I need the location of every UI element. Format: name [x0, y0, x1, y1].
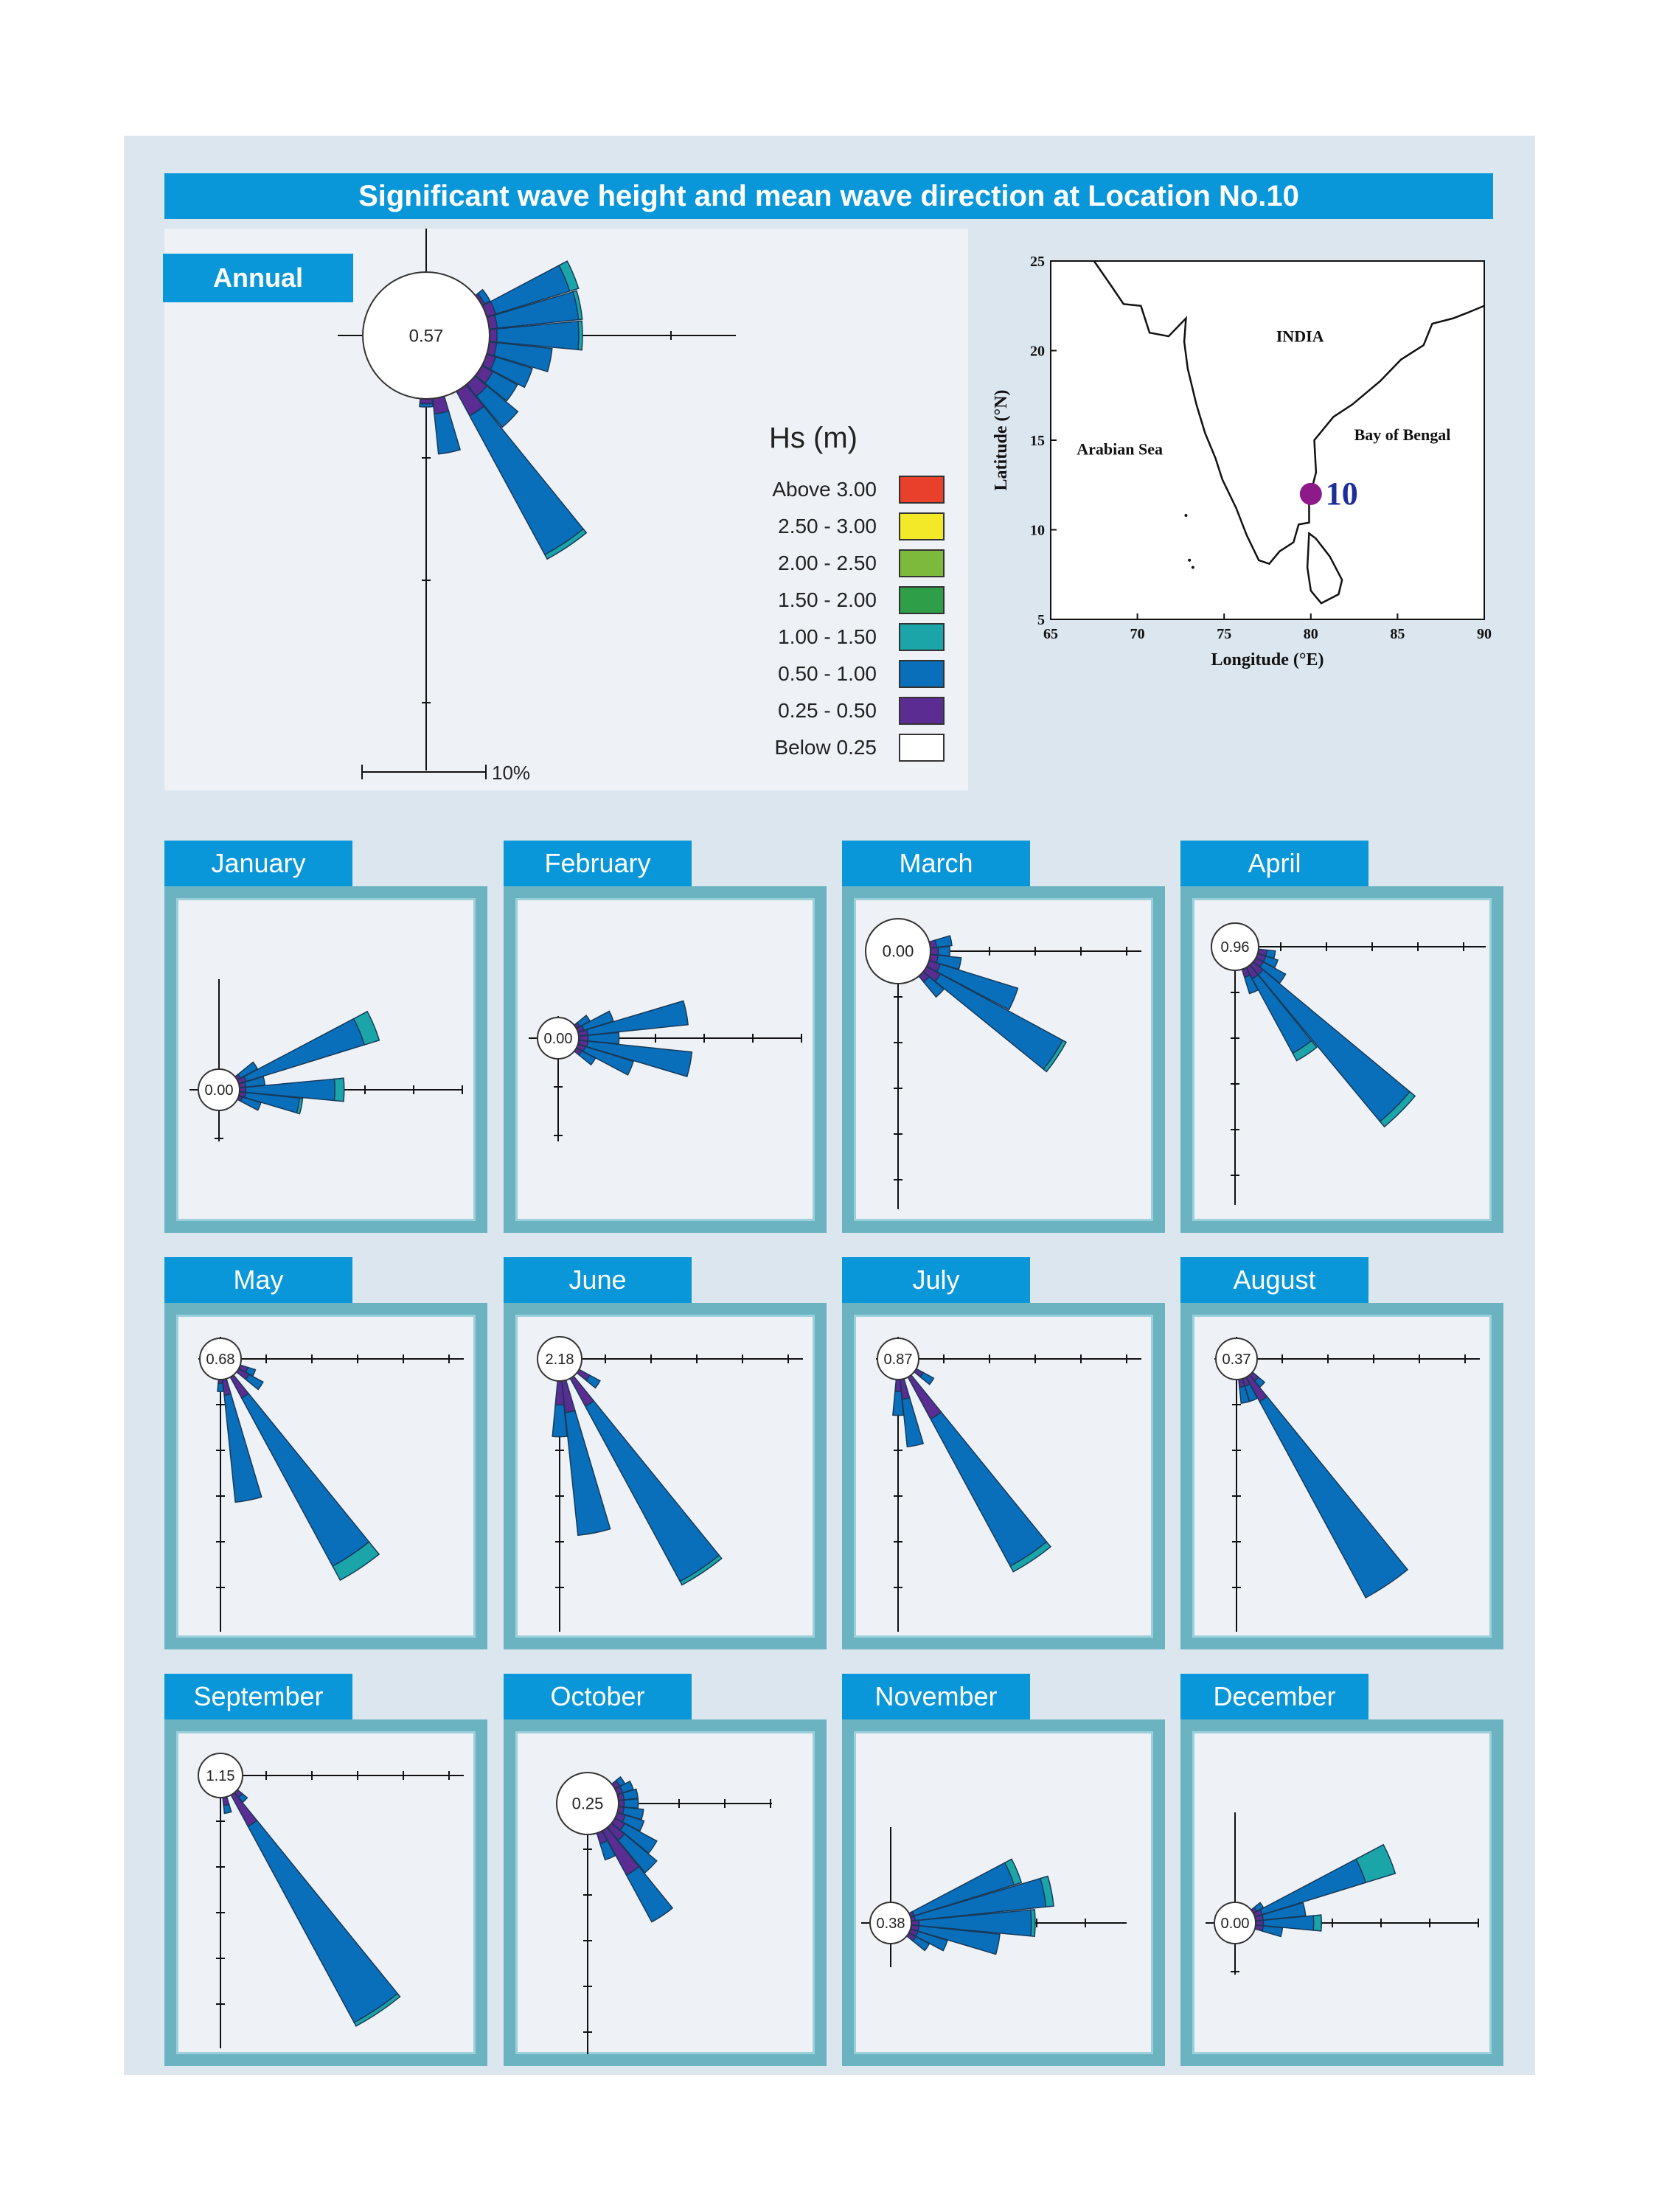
month-june-petal-123.75-bin-2	[586, 1375, 600, 1388]
month-windrose	[854, 1315, 1153, 1638]
annual-panel	[164, 229, 968, 790]
island-dot	[1192, 566, 1194, 569]
month-september-rose-group	[198, 1753, 464, 2048]
month-october-petal-90-bin-2	[624, 1799, 638, 1809]
month-december-rose-group	[1206, 1812, 1478, 1975]
legend-swatch	[899, 660, 945, 688]
month-october-petal-146.25-bin-2	[627, 1867, 673, 1922]
legend-item	[747, 729, 968, 766]
map-xtick-label: 65	[1043, 626, 1058, 642]
map-ytick-label: 15	[1030, 433, 1045, 449]
month-january-rose-group	[189, 979, 462, 1141]
map-ytick-label: 25	[1030, 254, 1045, 270]
month-july-rose-group	[876, 1337, 1141, 1632]
legend-item-label: Above 3.00	[772, 478, 877, 501]
month-december-petal-101.25-bin-2	[1262, 1926, 1283, 1936]
legend-swatch	[899, 549, 945, 577]
month-windrose	[176, 1315, 476, 1638]
month-december-calm-value: 0.00	[1220, 1916, 1250, 1932]
legend-item	[747, 692, 968, 729]
month-april-rose-group	[1211, 923, 1486, 1205]
month-may-calm-value: 0.68	[206, 1352, 235, 1368]
annual-petal-168.75-bin-2	[434, 411, 460, 454]
location-marker	[1300, 483, 1322, 505]
month-panel	[1180, 1303, 1503, 1649]
month-label: September	[164, 1674, 352, 1719]
annual-calm-value: 0.57	[408, 326, 444, 347]
month-july-petal-168.75-bin-2	[902, 1398, 923, 1447]
legend-swatch	[899, 476, 945, 504]
month-march-calm-value: 0.00	[882, 942, 914, 961]
month-windrose	[515, 1315, 815, 1638]
month-july-calm-value: 0.87	[883, 1352, 913, 1368]
month-may-petal-168.75-bin-1	[223, 1379, 231, 1395]
month-april-petal-135-bin-2	[1258, 970, 1410, 1121]
month-may-petal-146.25-bin-2	[242, 1394, 369, 1566]
figure-title: Significant wave height and mean wave direction at Location No.10	[164, 173, 1493, 219]
month-panel	[164, 886, 487, 1233]
month-label: December	[1180, 1674, 1368, 1719]
month-panel	[164, 1303, 487, 1649]
month-panel	[842, 886, 1165, 1233]
location-marker-label: 10	[1325, 475, 1358, 512]
map-xtick-label: 85	[1390, 626, 1405, 642]
month-november-petal-90-bin-3	[1031, 1910, 1035, 1936]
legend-item-label: 1.00 - 1.50	[778, 625, 877, 648]
month-label: March	[842, 841, 1030, 886]
month-march-petal-78.75-bin-2	[935, 936, 952, 947]
month-windrose	[176, 898, 476, 1221]
month-february-calm-value: 0.00	[543, 1031, 573, 1047]
month-windrose	[515, 898, 815, 1221]
month-june-petal-146.25-bin-2	[585, 1401, 719, 1582]
month-february-rose-group	[529, 1001, 801, 1141]
month-october-calm-value: 0.25	[571, 1794, 604, 1813]
month-windrose	[515, 1731, 815, 2054]
month-may-petal-123.75-bin-2	[246, 1374, 263, 1389]
month-july-petal-123.75-bin-2	[920, 1372, 933, 1384]
month-july-petal-146.25-bin-2	[931, 1412, 1046, 1566]
month-panel	[504, 886, 827, 1233]
legend-item-label: 2.00 - 2.50	[778, 552, 877, 574]
month-march-petal-90-bin-2	[938, 946, 950, 956]
month-january-petal-67.5-bin-2	[244, 1019, 364, 1082]
legend-item	[747, 508, 968, 545]
island-dot	[1188, 559, 1191, 562]
month-panel	[164, 1719, 487, 2066]
month-april-calm-value: 0.96	[1220, 939, 1250, 956]
legend-item	[747, 582, 968, 619]
legend-swatch	[899, 512, 945, 540]
month-march-rose-group	[866, 919, 1141, 1209]
legend-item	[747, 619, 968, 655]
month-label: February	[504, 841, 692, 886]
month-august-rose-group	[1214, 1337, 1480, 1632]
map-xlabel: Longitude (°E)	[1211, 650, 1324, 669]
legend-item-label: 1.50 - 2.00	[778, 588, 877, 611]
month-june-rose-group	[538, 1337, 803, 1632]
month-september-petal-146.25-bin-2	[248, 1820, 397, 2023]
month-label: June	[504, 1257, 692, 1303]
map-xtick-label: 90	[1477, 626, 1492, 642]
scale-bar-label: 10%	[492, 762, 531, 784]
legend-swatch	[899, 734, 945, 762]
legend-item-label: Below 0.25	[774, 736, 877, 759]
map-label-bay-of-bengal: Bay of Bengal	[1354, 425, 1451, 444]
month-label: April	[1180, 841, 1368, 886]
month-panel	[1180, 886, 1503, 1233]
map-xtick-label: 75	[1217, 626, 1232, 642]
legend-swatch	[899, 697, 945, 725]
month-august-petal-146.25-bin-2	[1259, 1397, 1408, 1598]
month-windrose	[1192, 1731, 1492, 2054]
month-june-calm-value: 2.18	[545, 1352, 574, 1368]
legend-swatch	[899, 623, 945, 651]
legend-item	[747, 471, 968, 508]
map-xtick-label: 80	[1303, 626, 1318, 642]
month-windrose	[1192, 898, 1492, 1221]
month-label: January	[164, 841, 352, 886]
month-label: July	[842, 1257, 1030, 1303]
month-january-petal-90-bin-3	[334, 1078, 344, 1102]
month-label: May	[164, 1257, 352, 1303]
legend-item-label: 0.25 - 0.50	[778, 699, 877, 722]
month-panel	[504, 1303, 827, 1649]
month-panel	[842, 1303, 1165, 1649]
annual-petal-146.25-bin-2	[470, 406, 583, 554]
map-xtick-label: 70	[1130, 626, 1145, 642]
legend	[747, 422, 968, 766]
map-ytick-label: 10	[1030, 522, 1045, 539]
month-label: August	[1180, 1257, 1368, 1303]
month-windrose	[176, 1731, 476, 2054]
month-may-petal-180-bin-2	[218, 1383, 223, 1391]
month-january-calm-value: 0.00	[204, 1082, 234, 1099]
month-august-calm-value: 0.37	[1222, 1352, 1251, 1368]
island-dot	[1184, 514, 1187, 517]
month-november-calm-value: 0.38	[876, 1916, 905, 1932]
legend-swatch	[899, 586, 945, 614]
month-panel	[1180, 1719, 1503, 2066]
month-panel	[842, 1719, 1165, 2066]
month-label: November	[842, 1674, 1030, 1719]
location-map	[968, 229, 1493, 671]
month-label: October	[504, 1674, 692, 1719]
legend-item-label: 2.50 - 3.00	[778, 515, 877, 538]
map-label-arabian-sea: Arabian Sea	[1077, 439, 1164, 459]
month-november-rose-group	[861, 1827, 1127, 1967]
month-windrose	[1192, 1315, 1492, 1638]
annual-rose-group	[338, 229, 736, 771]
annual-petal-90-bin-3	[578, 321, 582, 349]
annual-petal-180-bin-2	[420, 403, 433, 407]
location-map-svg	[968, 229, 1493, 671]
month-panel	[504, 1719, 827, 2066]
month-september-petal-168.75-bin-2	[223, 1804, 232, 1813]
month-december-axes	[1206, 1812, 1478, 1975]
month-september-calm-value: 1.15	[206, 1768, 235, 1784]
annual-petal-90-bin-1	[490, 329, 497, 342]
month-october-rose-group	[557, 1773, 772, 2054]
map-ylabel: Latitude (°N)	[992, 389, 1011, 491]
month-december-petal-67.5-bin-2	[1260, 1859, 1366, 1914]
month-march-petal-90-bin-1	[931, 947, 939, 955]
legend-item	[747, 655, 968, 692]
month-july-petal-180-bin-1	[895, 1380, 901, 1391]
map-group	[992, 254, 1492, 669]
annual-label: Annual	[163, 254, 353, 302]
legend-title: Hs (m)	[769, 422, 858, 454]
month-windrose	[854, 1731, 1153, 2054]
month-december-petal-90-bin-3	[1313, 1915, 1321, 1931]
legend-item-label: 0.50 - 1.00	[778, 662, 877, 685]
map-label-india: INDIA	[1276, 327, 1324, 346]
month-windrose	[854, 898, 1153, 1221]
map-ytick-label: 5	[1037, 612, 1045, 628]
map-ytick-label: 20	[1030, 343, 1045, 360]
legend-item	[747, 545, 968, 582]
month-january-axes	[189, 979, 462, 1141]
month-july-petal-180-bin-2	[893, 1391, 903, 1416]
scale-bar	[362, 762, 530, 784]
month-june-petal-180-bin-2	[552, 1405, 567, 1436]
month-may-rose-group	[198, 1337, 464, 1632]
